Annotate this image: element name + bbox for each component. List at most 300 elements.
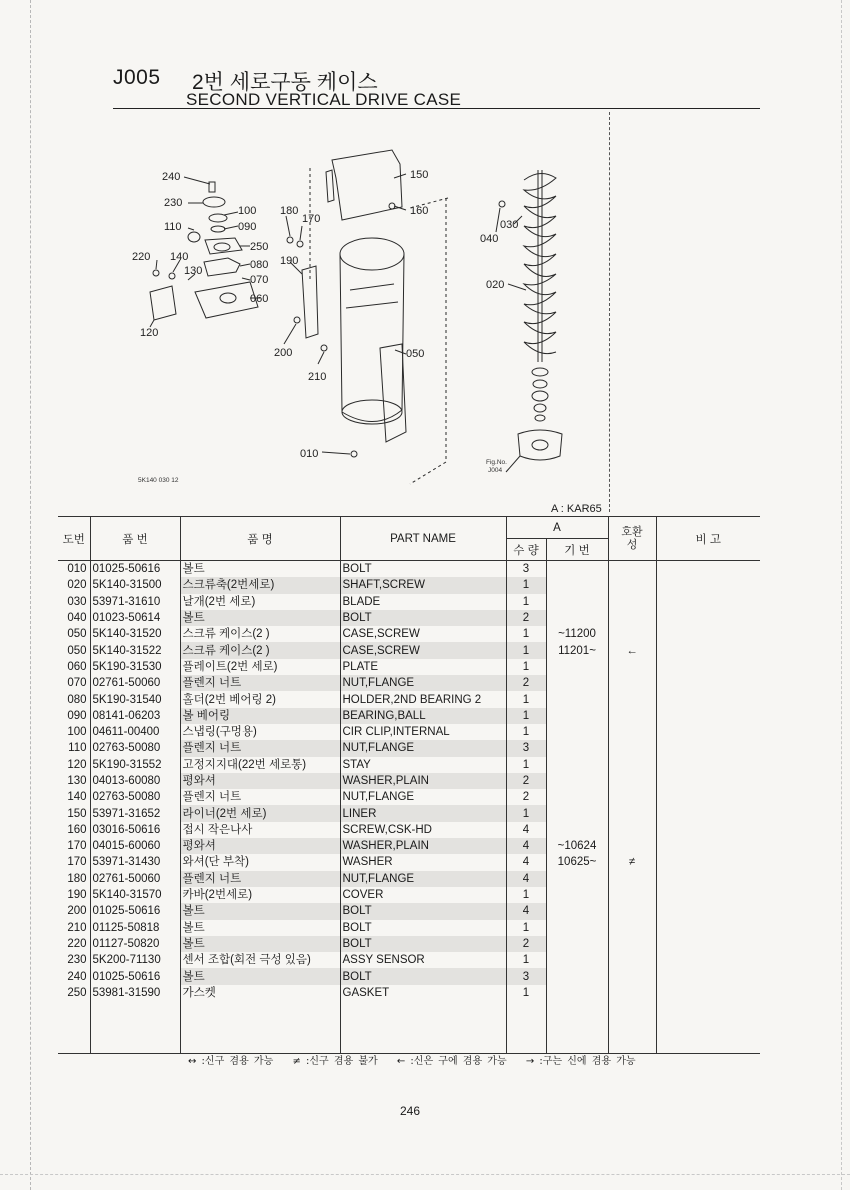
part-number-cell: 5K200-71130 <box>90 952 180 968</box>
remarks-cell <box>656 822 760 838</box>
callout-010: 010 <box>300 448 319 460</box>
korean-name-cell: 라이너(2번 세로) <box>180 805 340 821</box>
interchangeability-legend <box>188 1052 650 1067</box>
remarks-cell <box>656 838 760 854</box>
empty-cell <box>340 1001 506 1054</box>
part-name-cell: NUT,FLANGE <box>340 675 506 691</box>
interchangeability-cell <box>608 724 656 740</box>
serial-range-cell <box>546 610 608 626</box>
part-name-cell: NUT,FLANGE <box>340 871 506 887</box>
part-number-cell: 01127-50820 <box>90 936 180 952</box>
table-row <box>58 659 760 675</box>
quantity-cell: 1 <box>506 724 546 740</box>
part-name-cell: STAY <box>340 757 506 773</box>
korean-name-cell: 스크류 케이스(2 ) <box>180 626 340 642</box>
callout-210: 210 <box>308 371 327 383</box>
callout-060: 060 <box>250 293 269 305</box>
quantity-cell: 3 <box>506 740 546 756</box>
part-number-cell: 04611-00400 <box>90 724 180 740</box>
figure-divider <box>609 112 610 512</box>
remarks-cell <box>656 887 760 903</box>
korean-name-cell: 플렌지 너트 <box>180 789 340 805</box>
table-row <box>58 757 760 773</box>
part-number-cell: 01025-50616 <box>90 561 180 578</box>
part-name-cell: CASE,SCREW <box>340 642 506 658</box>
remarks-cell <box>656 936 760 952</box>
table-row <box>58 854 760 870</box>
korean-name-cell: 센서 조합(회전 극성 있음) <box>180 952 340 968</box>
part-number-cell: 5K140-31570 <box>90 887 180 903</box>
korean-name-cell: 홀더(2번 베어링 2) <box>180 691 340 707</box>
part-number-cell: 01023-50614 <box>90 610 180 626</box>
callout-120: 120 <box>140 327 159 339</box>
quantity-cell: 2 <box>506 936 546 952</box>
korean-name-cell: 플렌지 너트 <box>180 740 340 756</box>
remarks-cell <box>656 610 760 626</box>
korean-name-cell: 볼트 <box>180 610 340 626</box>
parts-table <box>58 516 760 1054</box>
serial-range-cell <box>546 903 608 919</box>
quantity-cell: 2 <box>506 773 546 789</box>
quantity-cell: 1 <box>506 708 546 724</box>
ref-cell: 230 <box>67 954 87 967</box>
remarks-cell <box>656 952 760 968</box>
empty-cell <box>546 1001 608 1054</box>
part-number-cell: 53971-31430 <box>90 854 180 870</box>
table-row <box>58 675 760 691</box>
table-row <box>58 610 760 626</box>
quantity-cell: 1 <box>506 887 546 903</box>
callout-160: 160 <box>410 205 429 217</box>
quantity-cell: 3 <box>506 968 546 984</box>
quantity-cell: 1 <box>506 691 546 707</box>
quantity-cell: 1 <box>506 594 546 610</box>
part-name-cell: NUT,FLANGE <box>340 789 506 805</box>
interchangeability-cell <box>608 757 656 773</box>
part-number-cell: 5K190-31540 <box>90 691 180 707</box>
table-row <box>58 561 760 578</box>
interchangeability-cell <box>608 773 656 789</box>
serial-range-cell: 10625~ <box>546 854 608 870</box>
quantity-cell: 1 <box>506 757 546 773</box>
header-name-kr: 품 명 <box>180 517 340 561</box>
header-remarks: 비 고 <box>656 517 760 561</box>
quantity-cell: 1 <box>506 626 546 642</box>
quantity-cell: 2 <box>506 789 546 805</box>
serial-range-cell <box>546 708 608 724</box>
callout-170: 170 <box>302 213 321 225</box>
interchangeability-cell <box>608 936 656 952</box>
ref-cell: 130 <box>67 775 87 787</box>
remarks-cell <box>656 675 760 691</box>
part-number-cell: 02761-50060 <box>90 675 180 691</box>
korean-name-cell: 와셔(단 부착) <box>180 854 340 870</box>
part-number-cell: 5K140-31500 <box>90 577 180 593</box>
callout-140: 140 <box>170 251 189 263</box>
serial-range-cell <box>546 985 608 1001</box>
callout-090: 090 <box>238 221 257 233</box>
interchangeability-cell <box>608 985 656 1001</box>
part-name-cell: NUT,FLANGE <box>340 740 506 756</box>
callout-150: 150 <box>410 169 429 181</box>
quantity-cell: 2 <box>506 675 546 691</box>
korean-name-cell: 볼트 <box>180 903 340 919</box>
part-name-cell: BOLT <box>340 920 506 936</box>
table-row <box>58 789 760 805</box>
remarks-cell <box>656 920 760 936</box>
korean-name-cell: 고정지지대(22번 세로통) <box>180 757 340 773</box>
drawing-code: 5K140 030 12 <box>138 477 179 484</box>
part-name-cell: LINER <box>340 805 506 821</box>
table-filler-row <box>58 1001 760 1054</box>
interchangeability-cell <box>608 968 656 984</box>
korean-name-cell: 스냅링(구멍용) <box>180 724 340 740</box>
interchangeability-cell <box>608 561 656 578</box>
interchangeability-cell <box>608 789 656 805</box>
part-name-cell: BOLT <box>340 968 506 984</box>
ref-cell: 030 <box>67 595 87 608</box>
callout-190: 190 <box>280 255 299 267</box>
part-number-cell: 5K190-31530 <box>90 659 180 675</box>
part-number-cell: 04015-60060 <box>90 838 180 854</box>
part-name-cell: PLATE <box>340 659 506 675</box>
page-number: 246 <box>400 1104 421 1118</box>
remarks-cell <box>656 691 760 707</box>
table-row <box>58 968 760 984</box>
legend-item-new-to-old: ← :신은 구에 겸용 가능 <box>396 1056 507 1067</box>
remarks-cell <box>656 659 760 675</box>
legend-item-none: ≠ :신구 겸용 불가 <box>292 1056 378 1067</box>
part-name-cell: BOLT <box>340 903 506 919</box>
ref-cell: 200 <box>67 905 87 918</box>
part-number-cell: 01025-50616 <box>90 968 180 984</box>
quantity-cell: 4 <box>506 854 546 870</box>
korean-name-cell: 평와셔 <box>180 773 340 789</box>
quantity-cell: 1 <box>506 577 546 593</box>
ref-cell: 220 <box>67 937 87 950</box>
table-row <box>58 805 760 821</box>
table-row <box>58 838 760 854</box>
part-name-cell: BEARING,BALL <box>340 708 506 724</box>
callout-050: 050 <box>406 348 425 360</box>
callout-200: 200 <box>274 347 293 359</box>
header-group-a: A <box>506 517 608 539</box>
table-row <box>58 887 760 903</box>
legend-item-both: ↔ :신구 겸용 가능 <box>188 1056 274 1067</box>
part-name-cell: BOLT <box>340 561 506 578</box>
interchangeability-cell <box>608 920 656 936</box>
part-name-cell: BOLT <box>340 936 506 952</box>
serial-range-cell <box>546 968 608 984</box>
serial-range-cell <box>546 675 608 691</box>
header-part-name: PART NAME <box>340 517 506 561</box>
interchangeability-cell <box>608 610 656 626</box>
ref-cell: 050 <box>67 628 87 641</box>
ref-cell: 120 <box>67 758 87 771</box>
callout-240: 240 <box>162 171 181 183</box>
quantity-cell: 4 <box>506 822 546 838</box>
ref-cell: 160 <box>67 823 87 836</box>
empty-cell <box>90 1001 180 1054</box>
serial-range-cell: ~11200 <box>546 626 608 642</box>
korean-name-cell: 볼트 <box>180 936 340 952</box>
ref-cell: 180 <box>67 872 87 885</box>
korean-name-cell: 스크류축(2번세로) <box>180 577 340 593</box>
page-edge-right <box>841 0 842 1190</box>
table-row <box>58 642 760 658</box>
interchangeability-cell <box>608 903 656 919</box>
part-name-cell: GASKET <box>340 985 506 1001</box>
interchangeability-cell <box>608 577 656 593</box>
callout-030: 030 <box>500 219 519 231</box>
ref-cell: 100 <box>67 726 87 739</box>
quantity-cell: 2 <box>506 610 546 626</box>
callout-250: 250 <box>250 241 269 253</box>
korean-name-cell: 플레이트(2번 세로) <box>180 659 340 675</box>
part-name-cell: WASHER,PLAIN <box>340 838 506 854</box>
header-qty: 수 량 <box>506 539 546 561</box>
ref-cell: 170 <box>67 856 87 869</box>
serial-range-cell <box>546 952 608 968</box>
table-row <box>58 985 760 1001</box>
table-row <box>58 920 760 936</box>
remarks-cell <box>656 854 760 870</box>
serial-range-cell <box>546 887 608 903</box>
ref-cell: 060 <box>67 660 87 673</box>
serial-range-cell <box>546 691 608 707</box>
ref-cell: 090 <box>67 709 87 722</box>
part-name-cell: HOLDER,2ND BEARING 2 <box>340 691 506 707</box>
remarks-cell <box>656 805 760 821</box>
header-serial: 기 번 <box>546 539 608 561</box>
part-number-cell: 02763-50080 <box>90 789 180 805</box>
ref-cell: 170 <box>67 840 87 853</box>
serial-range-cell: ~10624 <box>546 838 608 854</box>
quantity-cell: 1 <box>506 985 546 1001</box>
interchangeability-cell <box>608 822 656 838</box>
ref-cell: 110 <box>68 742 87 755</box>
callout-080: 080 <box>250 259 269 271</box>
serial-range-cell <box>546 805 608 821</box>
part-number-cell: 03016-50616 <box>90 822 180 838</box>
interchangeability-cell <box>608 871 656 887</box>
remarks-cell <box>656 708 760 724</box>
remarks-cell <box>656 642 760 658</box>
korean-name-cell: 카바(2번세로) <box>180 887 340 903</box>
section-title-korean: 2번 세로구동 케이스 <box>192 71 378 94</box>
interchangeability-cell <box>608 740 656 756</box>
interchangeability-cell <box>608 805 656 821</box>
korean-name-cell: 볼 베어링 <box>180 708 340 724</box>
korean-name-cell: 볼트 <box>180 920 340 936</box>
table-row <box>58 871 760 887</box>
interchangeability-cell <box>608 887 656 903</box>
quantity-cell: 4 <box>506 903 546 919</box>
callout-070: 070 <box>250 274 269 286</box>
part-number-cell: 53981-31590 <box>90 985 180 1001</box>
table-row <box>58 691 760 707</box>
binding-margin-line <box>30 0 31 1190</box>
ref-cell: 070 <box>67 677 87 690</box>
part-name-cell: BLADE <box>340 594 506 610</box>
ref-cell: 050 <box>67 644 87 657</box>
model-label: A : KAR65 <box>551 503 602 515</box>
part-number-cell: 01125-50818 <box>90 920 180 936</box>
empty-cell <box>506 1001 546 1054</box>
part-name-cell: ASSY SENSOR <box>340 952 506 968</box>
callout-040: 040 <box>480 233 499 245</box>
remarks-cell <box>656 968 760 984</box>
table-row <box>58 936 760 952</box>
serial-range-cell <box>546 920 608 936</box>
section-title-english: SECOND VERTICAL DRIVE CASE <box>186 90 462 109</box>
interchangeability-cell <box>608 626 656 642</box>
serial-range-cell <box>546 757 608 773</box>
part-name-cell: WASHER <box>340 854 506 870</box>
part-number-cell: 5K190-31552 <box>90 757 180 773</box>
part-name-cell: SHAFT,SCREW <box>340 577 506 593</box>
quantity-cell: 1 <box>506 642 546 658</box>
part-number-cell: 53971-31610 <box>90 594 180 610</box>
remarks-cell <box>656 985 760 1001</box>
part-name-cell: CIR CLIP,INTERNAL <box>340 724 506 740</box>
serial-range-cell <box>546 577 608 593</box>
remarks-cell <box>656 903 760 919</box>
part-number-cell: 04013-60080 <box>90 773 180 789</box>
part-number-cell: 5K140-31520 <box>90 626 180 642</box>
interchangeability-cell <box>608 708 656 724</box>
header-rule <box>113 108 760 109</box>
serial-range-cell <box>546 594 608 610</box>
ref-cell: 240 <box>67 970 87 983</box>
serial-range-cell <box>546 724 608 740</box>
part-name-cell: CASE,SCREW <box>340 626 506 642</box>
serial-range-cell <box>546 561 608 578</box>
quantity-cell: 1 <box>506 659 546 675</box>
fig-ref-label: Fig.No. <box>486 459 507 466</box>
callout-220: 220 <box>132 251 151 263</box>
ref-cell: 210 <box>67 921 87 934</box>
part-number-cell: 5K140-31522 <box>90 642 180 658</box>
table-row <box>58 822 760 838</box>
callout-110: 110 <box>164 221 182 233</box>
serial-range-cell <box>546 822 608 838</box>
interchangeability-cell: ≠ <box>608 854 656 870</box>
part-name-cell: BOLT <box>340 610 506 626</box>
remarks-cell <box>656 724 760 740</box>
korean-name-cell: 스크류 케이스(2 ) <box>180 642 340 658</box>
korean-name-cell: 볼트 <box>180 968 340 984</box>
header-ref: 도번 <box>58 517 90 561</box>
interchangeability-cell <box>608 952 656 968</box>
callout-100: 100 <box>238 205 257 217</box>
callout-020: 020 <box>486 279 505 291</box>
serial-range-cell: 11201~ <box>546 642 608 658</box>
ref-cell: 080 <box>67 693 87 706</box>
table-row <box>58 724 760 740</box>
serial-range-cell <box>546 659 608 675</box>
part-number-cell: 08141-06203 <box>90 708 180 724</box>
remarks-cell <box>656 871 760 887</box>
callout-230: 230 <box>164 197 183 209</box>
part-name-cell: WASHER,PLAIN <box>340 773 506 789</box>
serial-range-cell <box>546 773 608 789</box>
table-row <box>58 903 760 919</box>
interchangeability-cell <box>608 675 656 691</box>
page-edge-bottom <box>0 1174 850 1175</box>
ref-cell: 010 <box>67 563 87 576</box>
remarks-cell <box>656 626 760 642</box>
ref-cell: 040 <box>67 612 87 625</box>
remarks-cell <box>656 789 760 805</box>
part-number-cell: 02761-50060 <box>90 871 180 887</box>
interchangeability-cell <box>608 691 656 707</box>
exploded-parts-diagram <box>110 112 610 492</box>
interchangeability-cell <box>608 659 656 675</box>
korean-name-cell: 볼트 <box>180 561 340 578</box>
korean-name-cell: 평와셔 <box>180 838 340 854</box>
remarks-cell <box>656 594 760 610</box>
table-row <box>58 952 760 968</box>
korean-name-cell: 가스켓 <box>180 985 340 1001</box>
interchangeability-cell: ← <box>608 642 656 658</box>
quantity-cell: 4 <box>506 871 546 887</box>
korean-name-cell: 플렌지 너트 <box>180 871 340 887</box>
quantity-cell: 4 <box>506 838 546 854</box>
ref-cell: 140 <box>67 791 87 804</box>
serial-range-cell <box>546 740 608 756</box>
interchangeability-cell <box>608 594 656 610</box>
ref-cell: 150 <box>67 807 87 820</box>
table-row <box>58 773 760 789</box>
remarks-cell <box>656 773 760 789</box>
callout-180: 180 <box>280 205 299 217</box>
section-code: J005 <box>113 66 161 89</box>
header-part-no: 품 번 <box>90 517 180 561</box>
quantity-cell: 1 <box>506 920 546 936</box>
header-interchangeability: 호환성 <box>608 517 656 561</box>
fig-ref-number: J004 <box>488 467 503 474</box>
remarks-cell <box>656 740 760 756</box>
part-number-cell: 53971-31652 <box>90 805 180 821</box>
table-row <box>58 740 760 756</box>
remarks-cell <box>656 757 760 773</box>
part-number-cell: 01025-50616 <box>90 903 180 919</box>
legend-item-old-to-new: → :구는 신에 겸용 가능 <box>525 1056 636 1067</box>
quantity-cell: 3 <box>506 561 546 578</box>
korean-name-cell: 접시 작은나사 <box>180 822 340 838</box>
table-row <box>58 708 760 724</box>
part-name-cell: COVER <box>340 887 506 903</box>
empty-cell <box>58 1001 90 1054</box>
quantity-cell: 1 <box>506 952 546 968</box>
korean-name-cell: 날개(2번 세로) <box>180 594 340 610</box>
ref-cell: 250 <box>67 986 87 999</box>
remarks-cell <box>656 561 760 578</box>
serial-range-cell <box>546 936 608 952</box>
empty-cell <box>608 1001 656 1054</box>
parts-table-body <box>58 561 760 1054</box>
korean-name-cell: 플렌지 너트 <box>180 675 340 691</box>
serial-range-cell <box>546 789 608 805</box>
callout-130: 130 <box>184 265 203 277</box>
interchangeability-cell <box>608 838 656 854</box>
part-name-cell: SCREW,CSK-HD <box>340 822 506 838</box>
table-row <box>58 626 760 642</box>
table-row <box>58 577 760 593</box>
part-number-cell: 02763-50080 <box>90 740 180 756</box>
table-row <box>58 594 760 610</box>
